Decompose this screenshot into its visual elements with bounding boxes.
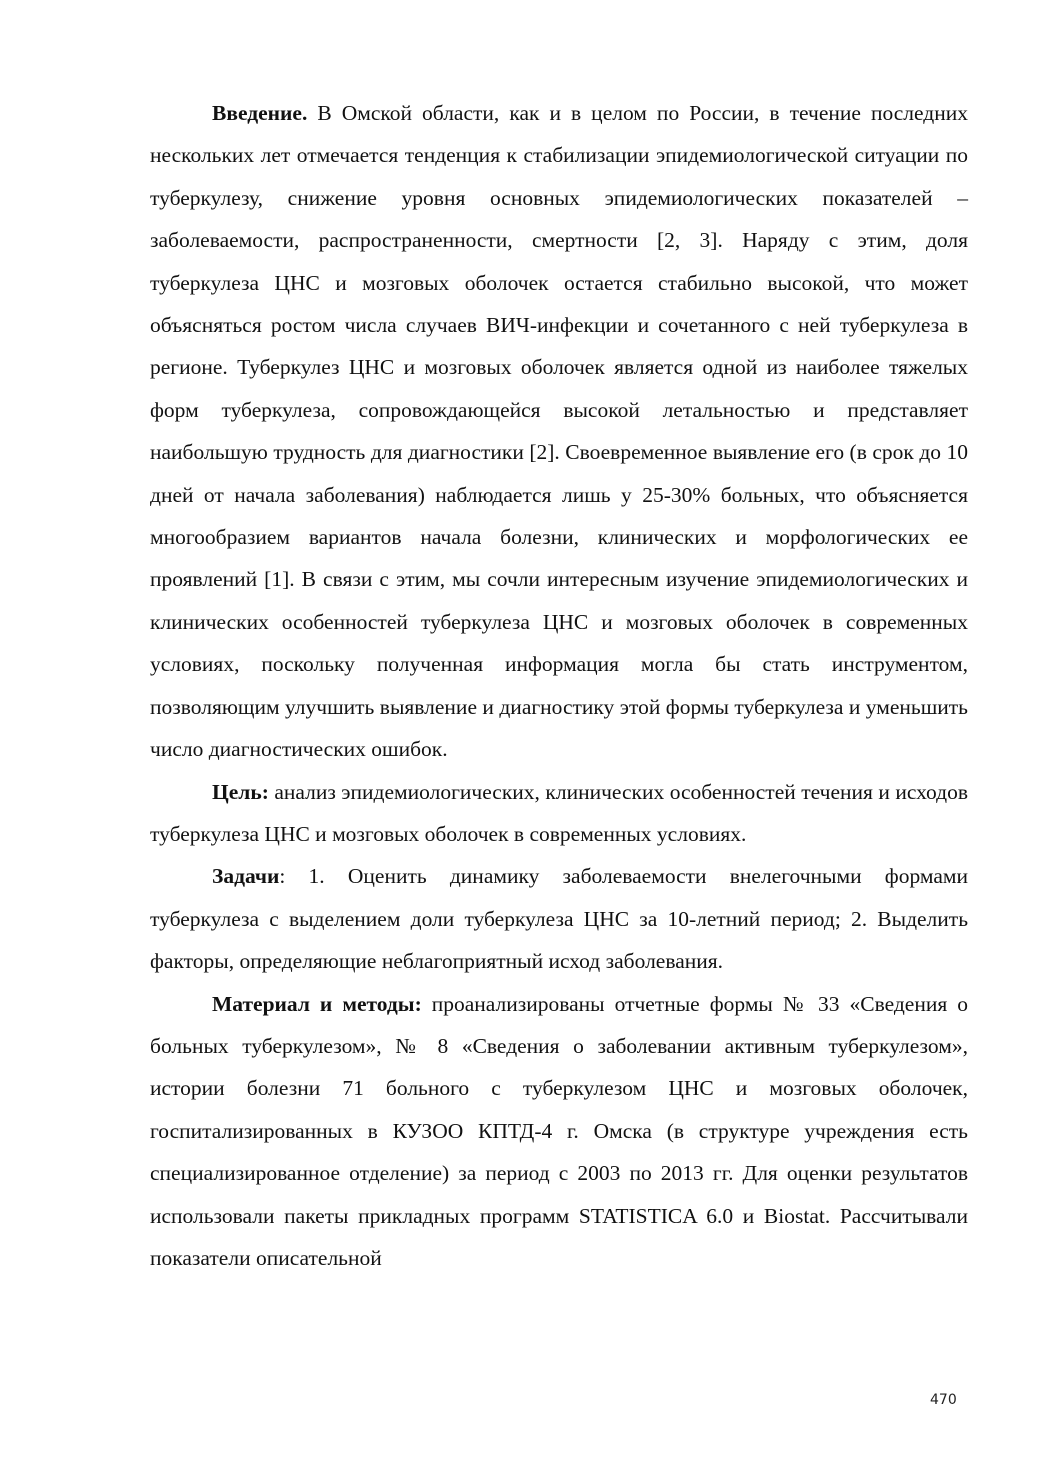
paragraph-methods bbox=[150, 983, 968, 1280]
text-introduction: В Омской области, как и в целом по России, в течение последних нескольких лет отмечается тенденция к стабилизации эпидемиологической ситуации по туберкулезу, снижение уровня основных эпидемиологических показателей – заболеваемости, распространенности, смертности [2, 3]. Наряду с этим, доля туберкулеза ЦНС и мозговых оболочек остается стабильно высокой, что может объясняться ростом числа случаев ВИЧ-инфекции и сочетанного с ней туберкулеза в регионе. Туберкулез ЦНС и мозговых оболочек является одной из наиболее тяжелых форм туберкулеза, сопровождающейся высокой летальностью и представляет наибольшую трудность для диагностики [2]. Своевременное выявление его (в срок до 10 дней от начала заболевания) наблюдается лишь у 25-30% больных, что объясняется многообразием вариантов начала болезни, клинических и морфологических ее проявлений [1]. В связи с этим, мы сочли интересным изучение эпидемиологических и клинических особенностей туберкулеза ЦНС и мозговых оболочек в современных условиях, поскольку полученная информация могла бы стать инструментом, позволяющим улучшить выявление и диагностику этой формы туберкулеза и уменьшить число диагностических ошибок. bbox=[150, 101, 968, 762]
text-methods: проанализированы отчетные формы № 33 «Сведения о больных туберкулезом», № 8 «Сведения о заболевании активным туберкулезом», истории болезни 71 больного с туберкулезом ЦНС и мозговых оболочек, госпитализированных в КУЗОО КПТД-4 г. Омска (в структуре учреждения есть специализированное отделение) за период с 2003 по 2013 гг. Для оценки результатов использовали пакеты прикладных программ STATISTICA 6.0 и Biostat. Рассчитывали показатели описательной bbox=[150, 991, 968, 1270]
paragraph-introduction bbox=[150, 92, 968, 771]
paragraph-tasks bbox=[150, 855, 968, 982]
text-goal: анализ эпидемиологических, клинических особенностей течения и исходов туберкулеза ЦНС и мозговых оболочек в современных условиях. bbox=[150, 779, 968, 846]
page-number: 470 bbox=[930, 1392, 957, 1408]
text-tasks: : 1. Оценить динамику заболеваемости внелегочными формами туберкулеза с выделением доли туберкулеза ЦНС за 10-летний период; 2. Выделить факторы, определяющие неблагоприятный исход заболевания. bbox=[150, 864, 968, 974]
heading-introduction: Введение. bbox=[212, 101, 308, 125]
paragraph-goal bbox=[150, 771, 968, 856]
body-text bbox=[150, 92, 968, 1279]
heading-goal: Цель: bbox=[212, 779, 269, 804]
heading-methods: Материал и методы: bbox=[212, 991, 422, 1016]
heading-tasks: Задачи bbox=[212, 864, 280, 889]
